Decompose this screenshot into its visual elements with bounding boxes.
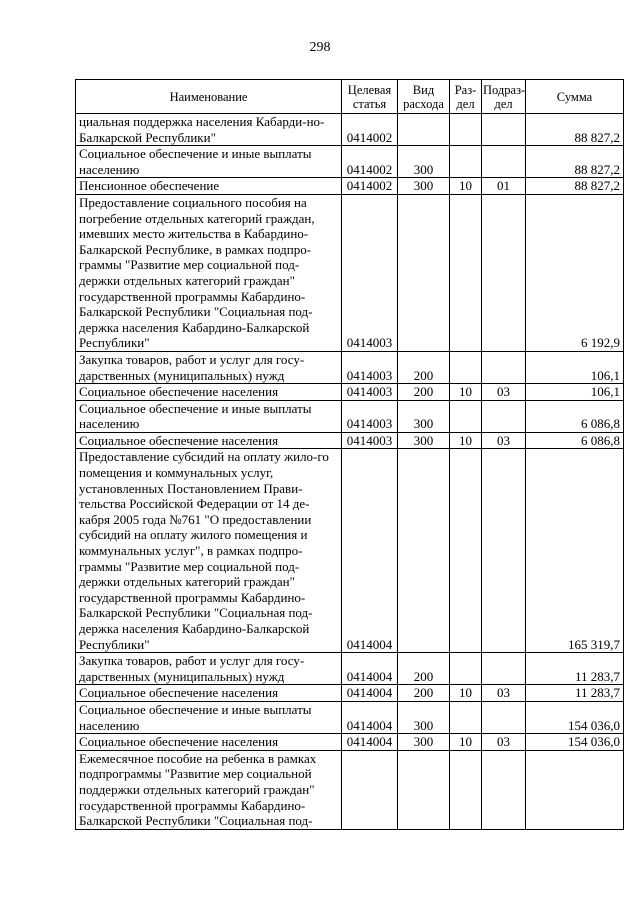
cell-subsection (482, 194, 526, 351)
cell-sum: 154 036,0 (526, 701, 624, 733)
cell-name: Пенсионное обеспечение (76, 178, 342, 195)
cell-section (450, 701, 482, 733)
cell-subsection: 03 (482, 685, 526, 702)
cell-name: Предоставление социального пособия на погребение отдельных категорий граждан, имевших место жительства в Кабардино-Балкарской Республике, в рамках подпро-граммы "Развитие мер социальной под-держки отдельных категорий граждан" государственной программы Кабардино-Балкарской Республики "Социальная под-держка населения Кабардино-Балкарской Республики" (76, 194, 342, 351)
cell-name: Закупка товаров, работ и услуг для госу-дарственных (муниципальных) нужд (76, 653, 342, 685)
header-name: Наименование (76, 80, 342, 114)
cell-name: Социальное обеспечение населения (76, 432, 342, 449)
cell-type: 200 (398, 685, 450, 702)
table-row (76, 701, 624, 733)
cell-name: Социальное обеспечение населения (76, 734, 342, 751)
cell-sum: 6 086,8 (526, 432, 624, 449)
cell-target: 0414002 (342, 146, 398, 178)
cell-subsection (482, 146, 526, 178)
table-row (76, 178, 624, 195)
cell-sum: 88 827,2 (526, 146, 624, 178)
table-row (76, 449, 624, 653)
cell-type: 300 (398, 432, 450, 449)
table-row (76, 750, 624, 829)
cell-name: Закупка товаров, работ и услуг для госу-дарственных (муниципальных) нужд (76, 351, 342, 383)
cell-section: 10 (450, 384, 482, 401)
cell-type: 300 (398, 178, 450, 195)
cell-section: 10 (450, 432, 482, 449)
cell-subsection: 03 (482, 734, 526, 751)
header-section: Раз-дел (450, 80, 482, 114)
table-row (76, 384, 624, 401)
table-row (76, 114, 624, 146)
cell-target: 0414003 (342, 400, 398, 432)
cell-type (398, 194, 450, 351)
cell-subsection (482, 351, 526, 383)
cell-sum: 106,1 (526, 351, 624, 383)
cell-sum: 6 192,9 (526, 194, 624, 351)
cell-sum: 88 827,2 (526, 178, 624, 195)
cell-type (398, 750, 450, 829)
cell-type: 300 (398, 400, 450, 432)
table-row (76, 685, 624, 702)
cell-target: 0414004 (342, 653, 398, 685)
cell-subsection: 01 (482, 178, 526, 195)
page-number: 298 (309, 40, 331, 55)
table-row (76, 194, 624, 351)
cell-subsection (482, 400, 526, 432)
cell-section (450, 114, 482, 146)
cell-subsection (482, 114, 526, 146)
table-row (76, 146, 624, 178)
cell-target: 0414003 (342, 384, 398, 401)
cell-sum: 165 319,7 (526, 449, 624, 653)
cell-target: 0414004 (342, 734, 398, 751)
table-row (76, 400, 624, 432)
cell-type (398, 114, 450, 146)
cell-target: 0414003 (342, 351, 398, 383)
header-target: Целевая статья (342, 80, 398, 114)
cell-section: 10 (450, 734, 482, 751)
header-subsection: Подраз-дел (482, 80, 526, 114)
cell-type: 200 (398, 384, 450, 401)
cell-sum: 154 036,0 (526, 734, 624, 751)
cell-subsection (482, 750, 526, 829)
cell-subsection: 03 (482, 432, 526, 449)
header-row (76, 80, 624, 114)
cell-sum: 106,1 (526, 384, 624, 401)
table-row (76, 734, 624, 751)
cell-type: 200 (398, 653, 450, 685)
cell-type: 300 (398, 701, 450, 733)
budget-table (75, 79, 624, 830)
cell-type: 200 (398, 351, 450, 383)
cell-section: 10 (450, 685, 482, 702)
cell-name: циальная поддержка населения Кабарди-но-Балкарской Республики" (76, 114, 342, 146)
cell-section: 10 (450, 178, 482, 195)
header-type: Вид расхода (398, 80, 450, 114)
cell-type: 300 (398, 146, 450, 178)
cell-name: Социальное обеспечение и иные выплаты населению (76, 701, 342, 733)
cell-subsection: 03 (482, 384, 526, 401)
cell-name: Предоставление субсидий на оплату жило-го помещения и коммунальных услуг, установленных Постановлением Прави-тельства Российской Федерации от 14 де-кабря 2005 года №761 "О предоставлении субсидий на оплату жилого помещения и коммунальных услуг", в рамках подпро-граммы "Развитие мер социальной под-держки отдельных категорий граждан" государственной программы Кабардино-Балкарской Республики "Социальная под-держка населения Кабардино-Балкарской Республики" (76, 449, 342, 653)
cell-sum: 11 283,7 (526, 653, 624, 685)
table-row (76, 351, 624, 383)
cell-name: Социальное обеспечение и иные выплаты населению (76, 400, 342, 432)
cell-target: 0414004 (342, 685, 398, 702)
cell-sum (526, 750, 624, 829)
cell-section (450, 146, 482, 178)
cell-subsection (482, 653, 526, 685)
cell-section (450, 194, 482, 351)
cell-section (450, 750, 482, 829)
cell-section (450, 449, 482, 653)
cell-sum: 11 283,7 (526, 685, 624, 702)
cell-subsection (482, 449, 526, 653)
cell-sum: 88 827,2 (526, 114, 624, 146)
cell-target: 0414003 (342, 194, 398, 351)
cell-name: Ежемесячное пособие на ребенка в рамках подпрограммы "Развитие мер социальной поддержки отдельных категорий граждан" государственной программы Кабардино-Балкарской Республики "Социальная под- (76, 750, 342, 829)
cell-type (398, 449, 450, 653)
cell-target (342, 750, 398, 829)
header-sum: Сумма (526, 80, 624, 114)
cell-target: 0414004 (342, 449, 398, 653)
cell-section (450, 351, 482, 383)
cell-section (450, 400, 482, 432)
cell-sum: 6 086,8 (526, 400, 624, 432)
table-body (76, 114, 624, 830)
cell-subsection (482, 701, 526, 733)
cell-name: Социальное обеспечение населения (76, 685, 342, 702)
cell-target: 0414003 (342, 432, 398, 449)
cell-name: Социальное обеспечение населения (76, 384, 342, 401)
cell-name: Социальное обеспечение и иные выплаты населению (76, 146, 342, 178)
cell-target: 0414004 (342, 701, 398, 733)
table-row (76, 653, 624, 685)
cell-type: 300 (398, 734, 450, 751)
cell-target: 0414002 (342, 178, 398, 195)
table-row (76, 432, 624, 449)
cell-target: 0414002 (342, 114, 398, 146)
cell-section (450, 653, 482, 685)
